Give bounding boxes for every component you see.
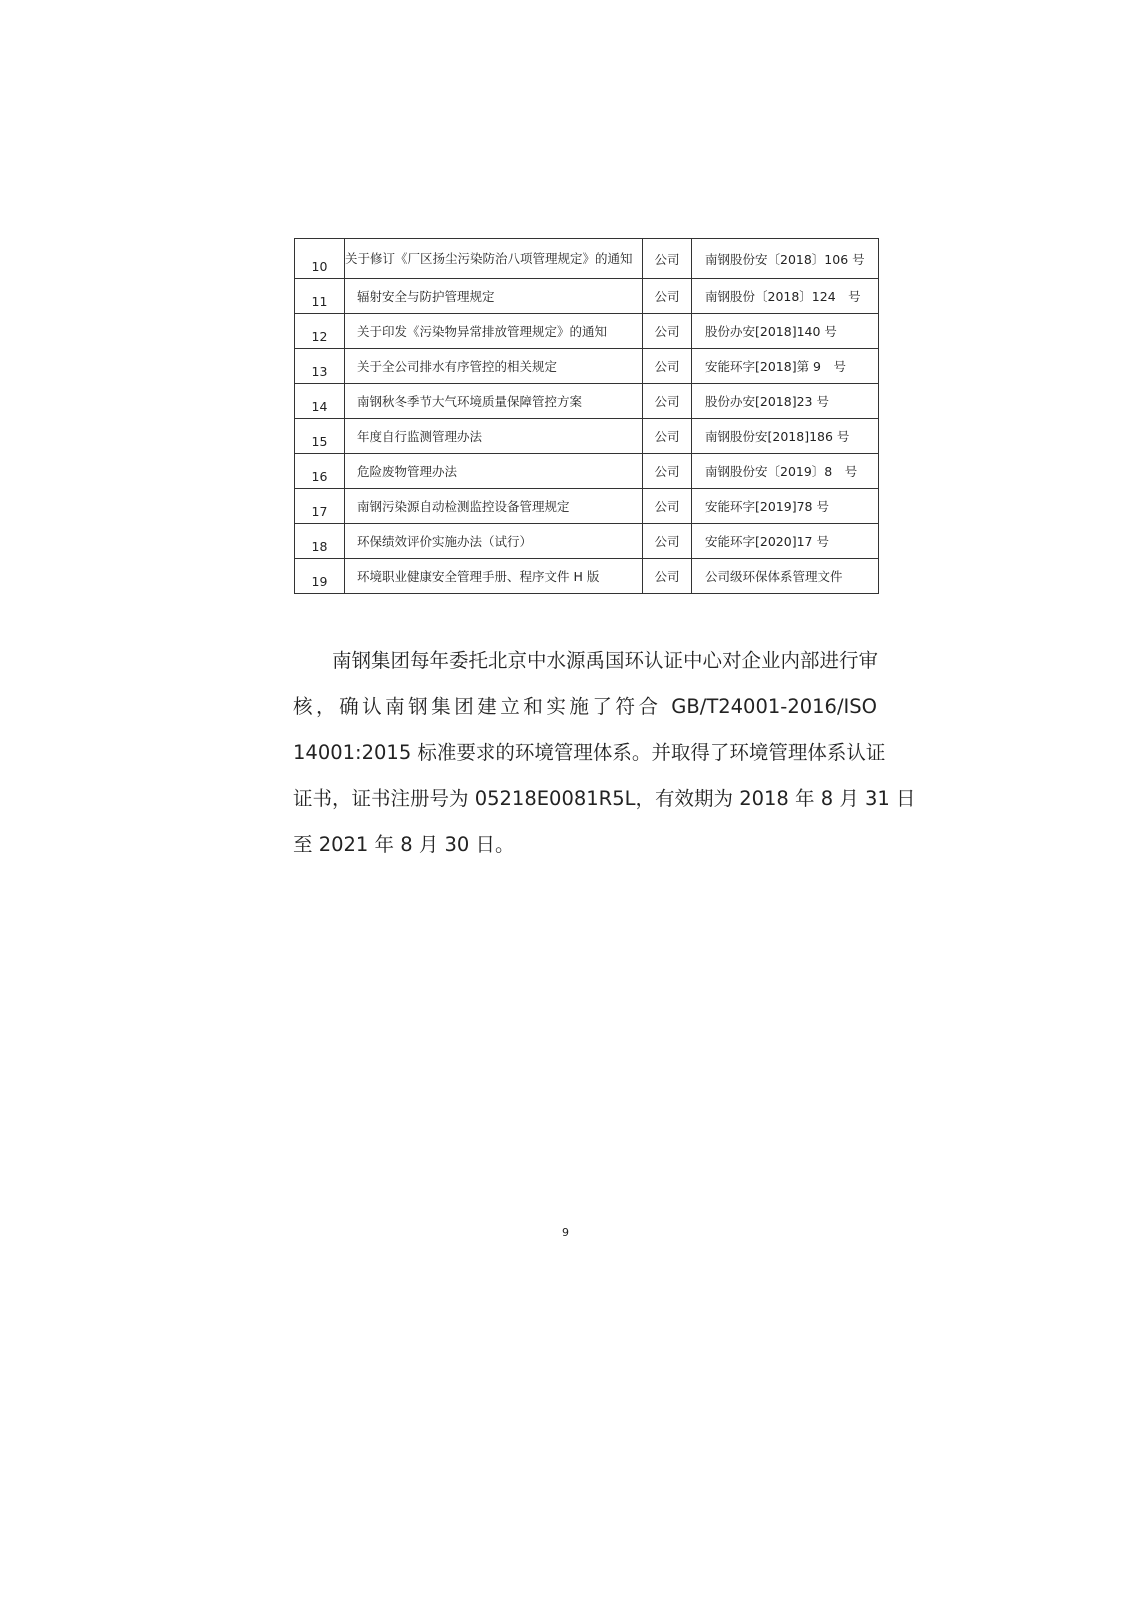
scope-cell: 公司 bbox=[643, 239, 692, 279]
paragraph-line: 核，确认南钢集团建立和实施了符合 GB/T24001-2016/ISO bbox=[293, 695, 877, 718]
paragraph-line: 14001:2015 标准要求的环境管理体系。并取得了环境管理体系认证 bbox=[293, 741, 886, 764]
regulation-title: 辐射安全与防护管理规定 bbox=[345, 279, 643, 314]
row-number: 12 bbox=[295, 314, 345, 349]
row-number: 18 bbox=[295, 524, 345, 559]
table-row bbox=[295, 524, 879, 559]
regulation-title: 南钢污染源自动检测监控设备管理规定 bbox=[345, 489, 643, 524]
table-row bbox=[295, 384, 879, 419]
regulation-title: 环境职业健康安全管理手册、程序文件 H 版 bbox=[345, 559, 643, 594]
scope-cell: 公司 bbox=[643, 279, 692, 314]
document-number: 南钢股份安〔2018〕106 号 bbox=[692, 239, 879, 279]
regulation-title: 危险废物管理办法 bbox=[345, 454, 643, 489]
row-number: 13 bbox=[295, 349, 345, 384]
paragraph-line: 证书，证书注册号为 05218E0081R5L，有效期为 2018 年 8 月 31 日 bbox=[293, 787, 916, 810]
regulations-table bbox=[294, 238, 879, 594]
scope-cell: 公司 bbox=[643, 489, 692, 524]
document-number: 安能环字[2019]78 号 bbox=[692, 489, 879, 524]
scope-cell: 公司 bbox=[643, 559, 692, 594]
row-number: 14 bbox=[295, 384, 345, 419]
table-row bbox=[295, 314, 879, 349]
document-number: 安能环字[2020]17 号 bbox=[692, 524, 879, 559]
document-number: 公司级环保体系管理文件 bbox=[692, 559, 879, 594]
row-number: 10 bbox=[295, 239, 345, 279]
row-number: 15 bbox=[295, 419, 345, 454]
table-row bbox=[295, 489, 879, 524]
table-row bbox=[295, 454, 879, 489]
page-number: 9 bbox=[562, 1226, 569, 1239]
document-number: 南钢股份安[2018]186 号 bbox=[692, 419, 879, 454]
scope-cell: 公司 bbox=[643, 314, 692, 349]
regulation-title: 关于全公司排水有序管控的相关规定 bbox=[345, 349, 643, 384]
document-number: 股份办安[2018]23 号 bbox=[692, 384, 879, 419]
row-number: 11 bbox=[295, 279, 345, 314]
paragraph-line: 至 2021 年 8 月 30 日。 bbox=[293, 833, 515, 856]
table-row bbox=[295, 559, 879, 594]
scope-cell: 公司 bbox=[643, 524, 692, 559]
regulation-title: 年度自行监测管理办法 bbox=[345, 419, 643, 454]
certification-paragraph bbox=[293, 638, 916, 868]
regulation-title: 关于修订《厂区扬尘污染防治八项管理规定》的通知 bbox=[345, 239, 643, 279]
regulation-title: 南钢秋冬季节大气环境质量保障管控方案 bbox=[345, 384, 643, 419]
table-row bbox=[295, 349, 879, 384]
scope-cell: 公司 bbox=[643, 349, 692, 384]
table-row bbox=[295, 419, 879, 454]
regulation-title: 环保绩效评价实施办法（试行） bbox=[345, 524, 643, 559]
document-number: 安能环字[2018]第 9 号 bbox=[692, 349, 879, 384]
document-number: 南钢股份〔2018〕124 号 bbox=[692, 279, 879, 314]
document-number: 南钢股份安〔2019〕8 号 bbox=[692, 454, 879, 489]
regulation-title: 关于印发《污染物异常排放管理规定》的通知 bbox=[345, 314, 643, 349]
scope-cell: 公司 bbox=[643, 384, 692, 419]
row-number: 19 bbox=[295, 559, 345, 594]
row-number: 16 bbox=[295, 454, 345, 489]
table-row bbox=[295, 239, 879, 279]
paragraph-line: 南钢集团每年委托北京中水源禹国环认证中心对企业内部进行审 bbox=[332, 649, 879, 672]
row-number: 17 bbox=[295, 489, 345, 524]
document-number: 股份办安[2018]140 号 bbox=[692, 314, 879, 349]
scope-cell: 公司 bbox=[643, 454, 692, 489]
table-row bbox=[295, 279, 879, 314]
scope-cell: 公司 bbox=[643, 419, 692, 454]
